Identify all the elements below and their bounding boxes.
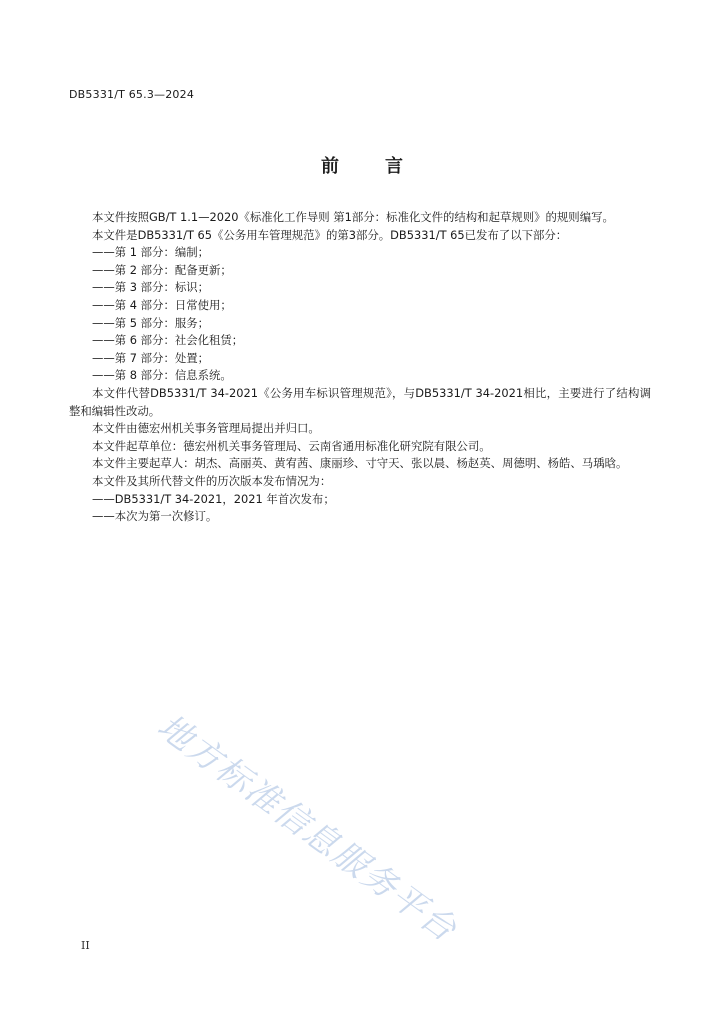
paragraph-series-intro: 本文件是DB5331/T 65《公务用车管理规范》的第3部分。DB5331/T 65已发布了以下部分： — [92, 227, 568, 242]
list-item-part-8: ——第 8 部分：信息系统。 — [92, 368, 232, 383]
list-item-part-7: ——第 7 部分：处置； — [92, 350, 210, 365]
page-title — [0, 152, 724, 178]
page-number: II — [81, 939, 90, 952]
paragraph-drafting-units: 本文件起草单位：德宏州机关事务管理局、云南省通用标准化研究院有限公司。 — [92, 438, 491, 453]
list-item-part-5: ——第 5 部分：服务； — [92, 315, 210, 330]
paragraph-proposer: 本文件由德宏州机关事务管理局提出并归口。 — [92, 421, 320, 436]
paragraph-replacement: 本文件代替DB5331/T 34-2021《公务用车标识管理规范》，与DB5331/T 34-2021相比，主要进行了结构调整和编辑性改动。 — [69, 385, 651, 418]
list-item-part-1: ——第 1 部分：编制； — [92, 245, 210, 260]
paragraph-drafters: 本文件主要起草人：胡杰、高丽英、黄宥茜、康丽珍、寸守天、张以晨、杨赵英、周德明、杨皓、马瑀晗。 — [92, 456, 628, 471]
foreword-body — [69, 209, 651, 526]
document-code: DB5331/T 65.3—2024 — [69, 88, 195, 101]
list-item-history-1: ——DB5331/T 34-2021，2021 年首次发布； — [92, 491, 335, 506]
list-item-part-3: ——第 3 部分：标识； — [92, 280, 210, 295]
list-item-part-2: ——第 2 部分：配备更新； — [92, 262, 232, 277]
list-item-history-2: ——本次为第一次修订。 — [92, 509, 218, 524]
paragraph-drafting-rules: 本文件按照GB/T 1.1—2020《标准化工作导则 第1部分：标准化文件的结构和起草规则》的规则编写。 — [92, 210, 614, 224]
title-char-2: 言 — [385, 156, 403, 177]
list-item-part-6: ——第 6 部分：社会化租赁； — [92, 333, 244, 348]
list-item-part-4: ——第 4 部分：日常使用； — [92, 297, 232, 312]
watermark-text: 地方标准信息服务平台 — [149, 706, 465, 951]
paragraph-history-intro: 本文件及其所代替文件的历次版本发布情况为： — [92, 473, 332, 488]
title-char-1: 前 — [321, 156, 339, 177]
